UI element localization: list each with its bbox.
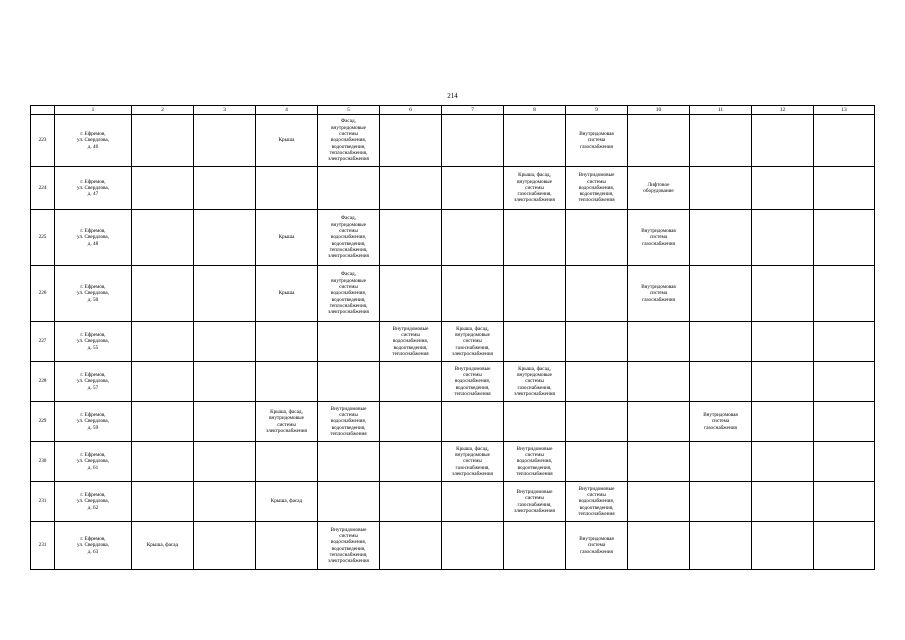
work-cell (690, 115, 752, 167)
address-cell (55, 522, 132, 570)
work-cell: Внутридомовая система газоснабжения (628, 210, 690, 266)
work-cell (442, 266, 504, 322)
work-cell (380, 115, 442, 167)
column-header: 11 (690, 106, 752, 115)
work-cell (194, 442, 256, 482)
work-cell: Крыша, фасад, внутридомовые системы газоснабжения, электроснабжения (504, 167, 566, 210)
work-cell (256, 522, 318, 570)
work-cell (814, 210, 875, 266)
work-cell (194, 522, 256, 570)
table-row (31, 322, 875, 362)
work-cell: Крыша, фасад (132, 522, 194, 570)
work-cell (194, 362, 256, 402)
table-header-row (31, 106, 875, 115)
work-cell (566, 210, 628, 266)
work-cell (752, 210, 814, 266)
work-cell: Внутридомовые системы водоснабжения, водоотведения, теплоснабжения (566, 167, 628, 210)
work-cell (504, 522, 566, 570)
work-cell (752, 522, 814, 570)
work-cell (194, 167, 256, 210)
work-cell: Фасад, внутридомовые системы водоснабжения, водоотведения, теплоснабжения, электроснабжения (318, 266, 380, 322)
work-cell: Крыша (256, 210, 318, 266)
work-cell: Внутридомовая система газоснабжения (690, 402, 752, 442)
work-cell (814, 482, 875, 522)
work-cell (752, 322, 814, 362)
column-header: 13 (814, 106, 875, 115)
work-cell (628, 115, 690, 167)
work-cell (814, 167, 875, 210)
address-line: г. Ефремов, (80, 536, 106, 543)
column-header: 8 (504, 106, 566, 115)
address-line: ул. Свердлова, (76, 498, 110, 505)
work-cell (752, 362, 814, 402)
work-cell (132, 482, 194, 522)
row-number: 231 (31, 482, 55, 522)
address-line: д. 50 (87, 296, 99, 303)
work-cell (690, 522, 752, 570)
work-cell (318, 442, 380, 482)
work-cell (504, 322, 566, 362)
row-number: 227 (31, 322, 55, 362)
work-cell (814, 322, 875, 362)
work-cell (132, 266, 194, 322)
address-line: г. Ефремов, (80, 412, 106, 419)
work-cell (752, 115, 814, 167)
work-cell (380, 362, 442, 402)
work-cell (256, 362, 318, 402)
work-cell (194, 322, 256, 362)
column-header: 3 (194, 106, 256, 115)
work-cell (628, 442, 690, 482)
work-cell (814, 442, 875, 482)
work-cell (628, 482, 690, 522)
row-number: 226 (31, 266, 55, 322)
column-header: 7 (442, 106, 504, 115)
column-header: 9 (566, 106, 628, 115)
work-cell: Крыша, фасад, внутридомовые системы газоснабжения, электроснабжения (504, 362, 566, 402)
work-cell (132, 167, 194, 210)
address-line: д. 59 (87, 424, 99, 431)
address-cell (55, 167, 132, 210)
address-line: ул. Свердлова, (76, 184, 110, 191)
table-row (31, 482, 875, 522)
work-cell (752, 442, 814, 482)
work-cell (380, 442, 442, 482)
work-cell (132, 115, 194, 167)
address-line: ул. Свердлова, (76, 234, 110, 241)
address-line: ул. Свердлова, (76, 378, 110, 385)
work-cell (628, 402, 690, 442)
work-cell (814, 402, 875, 442)
work-cell (566, 442, 628, 482)
column-header: 6 (380, 106, 442, 115)
work-cell (194, 402, 256, 442)
work-cell (690, 322, 752, 362)
work-cell (380, 167, 442, 210)
address-line: д. 47 (87, 191, 99, 198)
address-line: ул. Свердлова, (76, 542, 110, 549)
work-cell (690, 482, 752, 522)
work-cell (628, 362, 690, 402)
row-number: 229 (31, 402, 55, 442)
work-cell (442, 210, 504, 266)
work-cell (380, 482, 442, 522)
address-line: г. Ефремов, (80, 228, 106, 235)
work-cell: Внутридомовые системы водоснабжения, водоотведения, теплоснабжения (318, 402, 380, 442)
header-blank-cell (31, 106, 55, 115)
work-cell: Внутридомовые системы водоснабжения, водоотведения, теплоснабжения (566, 482, 628, 522)
address-line: д. 48 (87, 240, 99, 247)
work-cell (442, 482, 504, 522)
column-header: 10 (628, 106, 690, 115)
work-cell: Крыша, фасад, внутридомовые системы электроснабжения (256, 402, 318, 442)
address-cell (55, 115, 132, 167)
work-cell (690, 210, 752, 266)
work-cell (194, 482, 256, 522)
work-cell: Внутридомовая система газоснабжения (566, 115, 628, 167)
work-cell (752, 266, 814, 322)
work-cell (752, 402, 814, 442)
work-cell (132, 402, 194, 442)
address-cell (55, 210, 132, 266)
table-row (31, 402, 875, 442)
work-cell (504, 115, 566, 167)
address-line: ул. Свердлова, (76, 137, 110, 144)
work-cell (380, 266, 442, 322)
address-line: г. Ефремов, (80, 131, 106, 138)
work-cell (690, 362, 752, 402)
address-line: д. 46 (87, 143, 99, 150)
work-cell (132, 322, 194, 362)
address-line: ул. Свердлова, (76, 418, 110, 425)
address-cell (55, 402, 132, 442)
work-cell (380, 522, 442, 570)
work-cell (504, 402, 566, 442)
column-header: 1 (55, 106, 132, 115)
work-cell: Фасад, внутридомовые системы водоснабжения, водоотведения, теплоснабжения, электроснабжения (318, 115, 380, 167)
table-row (31, 115, 875, 167)
work-cell (318, 482, 380, 522)
work-cell (566, 362, 628, 402)
address-cell (55, 266, 132, 322)
work-cell (442, 522, 504, 570)
work-cell: Внутридомовая система газоснабжения (566, 522, 628, 570)
work-cell (752, 167, 814, 210)
address-line: ул. Свердлова, (76, 290, 110, 297)
address-line: г. Ефремов, (80, 178, 106, 185)
work-cell: Крыша, фасад (256, 482, 318, 522)
column-header: 5 (318, 106, 380, 115)
work-cell: Внутридомовые системы водоснабжения, водоотведения, теплоснабжения, электроснабжения (318, 522, 380, 570)
work-cell: Внутридомовая система газоснабжения (628, 266, 690, 322)
table-row (31, 442, 875, 482)
work-cell (752, 482, 814, 522)
work-cell (132, 442, 194, 482)
work-cell (504, 210, 566, 266)
address-line: г. Ефремов, (80, 284, 106, 291)
work-cell (194, 115, 256, 167)
address-line: д. 57 (87, 384, 99, 391)
work-cell (318, 322, 380, 362)
work-cell: Внутридомовые системы водоснабжения, водоотведения, теплоснабжения (380, 322, 442, 362)
table-row (31, 266, 875, 322)
work-cell (256, 442, 318, 482)
work-cell (690, 266, 752, 322)
address-line: ул. Свердлова, (76, 458, 110, 465)
address-line: д. 63 (87, 548, 99, 555)
work-cell (690, 167, 752, 210)
work-cell: Внутридомовые системы водоснабжения, водоотведения, теплоснабжения (504, 442, 566, 482)
work-cell (814, 522, 875, 570)
work-cell (814, 115, 875, 167)
work-cell (566, 322, 628, 362)
column-header: 12 (752, 106, 814, 115)
work-cell (256, 322, 318, 362)
address-line: д. 62 (87, 504, 99, 511)
work-cell (504, 266, 566, 322)
address-line: г. Ефремов, (80, 372, 106, 379)
column-header: 2 (132, 106, 194, 115)
work-cell: Внутридомовые системы газоснабжения, электроснабжения (504, 482, 566, 522)
address-line: д. 61 (87, 464, 99, 471)
work-cell: Крыша (256, 115, 318, 167)
work-cell (566, 266, 628, 322)
work-cell (194, 210, 256, 266)
column-header: 4 (256, 106, 318, 115)
work-cell: Крыша, фасад, внутридомовые системы газоснабжения, электроснабжения (442, 442, 504, 482)
work-cell (256, 167, 318, 210)
work-cell (318, 362, 380, 402)
address-cell (55, 442, 132, 482)
work-cell (194, 266, 256, 322)
address-line: г. Ефремов, (80, 452, 106, 459)
address-line: ул. Свердлова, (76, 338, 110, 345)
address-cell (55, 362, 132, 402)
table-row (31, 362, 875, 402)
work-cell: Фасад, внутридомовые системы водоснабжения, водоотведения, теплоснабжения, электроснабжения (318, 210, 380, 266)
work-cell (380, 210, 442, 266)
row-number: 223 (31, 115, 55, 167)
work-cell: Крыша (256, 266, 318, 322)
work-cell (132, 210, 194, 266)
repair-schedule-table (30, 105, 875, 570)
work-cell (442, 167, 504, 210)
work-cell (442, 115, 504, 167)
work-cell (628, 322, 690, 362)
table-row (31, 522, 875, 570)
table-row (31, 210, 875, 266)
page-number: 214 (447, 92, 458, 100)
work-cell (318, 167, 380, 210)
address-line: г. Ефремов, (80, 492, 106, 499)
address-line: г. Ефремов, (80, 332, 106, 339)
work-cell (380, 402, 442, 442)
work-cell (442, 402, 504, 442)
row-number: 231 (31, 522, 55, 570)
work-cell (814, 266, 875, 322)
address-cell (55, 322, 132, 362)
table-row (31, 167, 875, 210)
row-number: 224 (31, 167, 55, 210)
work-cell (690, 442, 752, 482)
work-cell: Внутридомовые системы водоснабжения, водоотведения, теплоснабжения (442, 362, 504, 402)
work-cell (566, 402, 628, 442)
work-cell: Крыша, фасад, внутридомовые системы газоснабжения, электроснабжения (442, 322, 504, 362)
work-cell (814, 362, 875, 402)
work-cell: Лифтовое оборудование (628, 167, 690, 210)
address-cell (55, 482, 132, 522)
row-number: 228 (31, 362, 55, 402)
work-cell (132, 362, 194, 402)
row-number: 225 (31, 210, 55, 266)
work-cell (628, 522, 690, 570)
address-line: д. 55 (87, 344, 99, 351)
row-number: 230 (31, 442, 55, 482)
